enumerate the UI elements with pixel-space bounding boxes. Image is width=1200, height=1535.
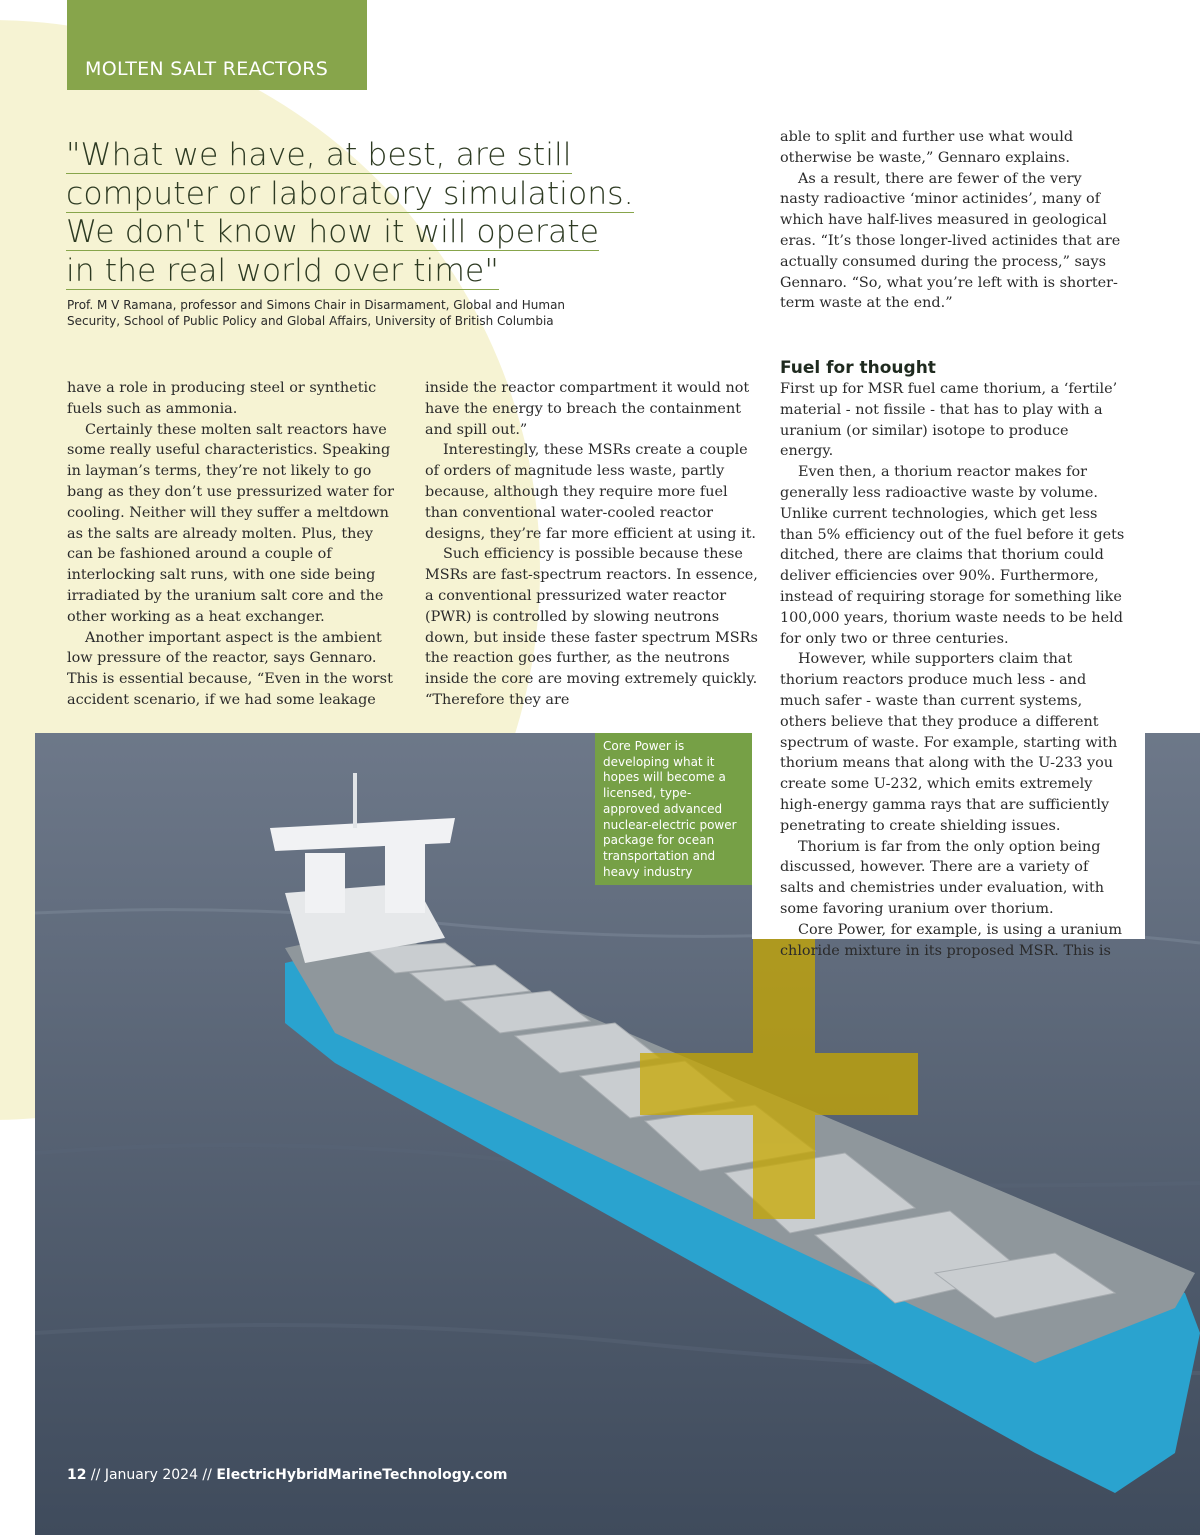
body-column-3-bottom [780, 357, 1125, 961]
paragraph: Certainly these molten salt reactors have some really useful characteristics. Speaking in layman’s terms, they’re not likely to go bang as they don’t use pressurized water for cooling. Neither will they suffer a meltdown as the salts are already molten. Plus, they can be fashioned around a couple of interlocking salt runs, with one side being irradiated by the uranium salt core and the other working as a heat exchanger. [67, 421, 395, 625]
image-caption: Core Power is developing what it hopes will become a licensed, type-approved advanced nuclear-electric power package for ocean transportation and heavy industry [595, 733, 752, 885]
paragraph: However, while supporters claim that thorium reactors produce much less - and much safer - waste than current systems, others believe that they produce a different spectrum of waste. For example, starting with thorium means that along with the U-233 you create some U-232, which emits extremely high-energy gamma rays that are sufficiently penetrating to create shielding issues. [780, 651, 1118, 834]
pull-quote-line: in the real world over time" [66, 252, 499, 289]
page-number: 12 [67, 1467, 87, 1483]
section-tab [67, 0, 367, 90]
paragraph: Thorium is far from the only option being discussed, however. There are a variety of salts and chemistries under evaluation, with some favoring uranium over thorium. [780, 838, 1104, 917]
section-label: MOLTEN SALT REACTORS [85, 58, 329, 80]
body-column-3-top [780, 127, 1125, 314]
quote-attribution [67, 297, 667, 329]
paragraph: Even then, a thorium reactor makes for generally less radioactive waste by volume. Unlike current technologies, which get less than 5% efficiency out of the fuel before it gets ditched, there are claims that thorium could deliver efficiencies over 90%. Furthermore, instead of requiring storage for something like 100,000 years, thorium waste needs to be held for only two or three centuries. [780, 464, 1125, 647]
pull-quote-line: "What we have, at best, are still [66, 137, 572, 173]
paragraph: First up for MSR fuel came thorium, a ‘fertile’ material - not fissile - that has to play with a uranium (or similar) isotope to produce energy. [780, 381, 1118, 460]
paragraph: able to split and further use what would otherwise be waste,” Gennaro explains. [780, 129, 1074, 166]
paragraph: Another important aspect is the ambient low pressure of the reactor, says Gennaro. This is essential because, “Even in the worst accident scenario, if we had some leakage [67, 629, 393, 708]
pull-quote-line: We don't know how it will operate [66, 214, 599, 250]
page-footer [67, 1467, 507, 1483]
body-column-1 [67, 378, 397, 711]
paragraph: Core Power, for example, is using a uranium chloride mixture in its proposed MSR. This is [780, 921, 1123, 959]
paragraph: have a role in producing steel or synthetic fuels such as ammonia. [67, 380, 377, 417]
footer-separator: // [197, 1467, 217, 1483]
paragraph: Such efficiency is possible because these MSRs are fast-spectrum reactors. In essence, a conventional pressurized water reactor (PWR) is controlled by slowing neutrons down, but inside these faster spectrum MSRs the reaction goes further, as the neutrons inside the core are moving extremely quickly. “Therefore they are [425, 546, 758, 708]
body-column-2 [425, 378, 760, 711]
paragraph: As a result, there are fewer of the very nasty radioactive ‘minor actinides’, many of which have half-lives measured in geological eras. “It’s those longer-lived actinides that are actually consumed during the process,” says Gennaro. “So, what you’re left with is shorter-term waste at the end.” [780, 170, 1121, 312]
paragraph: inside the reactor compartment it would not have the energy to breach the containment and spill out.” [425, 380, 750, 438]
paragraph: Interestingly, these MSRs create a couple of orders of magnitude less waste, partly because, although they require more fuel than conventional water-cooled reactor designs, they’re far more efficient at using it. [425, 442, 756, 542]
subheading: Fuel for thought [780, 358, 936, 378]
pull-quote [66, 136, 706, 290]
footer-separator: // [86, 1467, 105, 1483]
attribution-line: Prof. M V Ramana, professor and Simons Chair in Disarmament, Global and Human [67, 298, 566, 312]
issue-date: January 2024 [104, 1467, 198, 1483]
attribution-line: Security, School of Public Policy and Global Affairs, University of British Columbia [67, 314, 554, 328]
pull-quote-line: computer or laboratory simulations. [66, 175, 634, 212]
website: ElectricHybridMarineTechnology.com [216, 1467, 508, 1483]
